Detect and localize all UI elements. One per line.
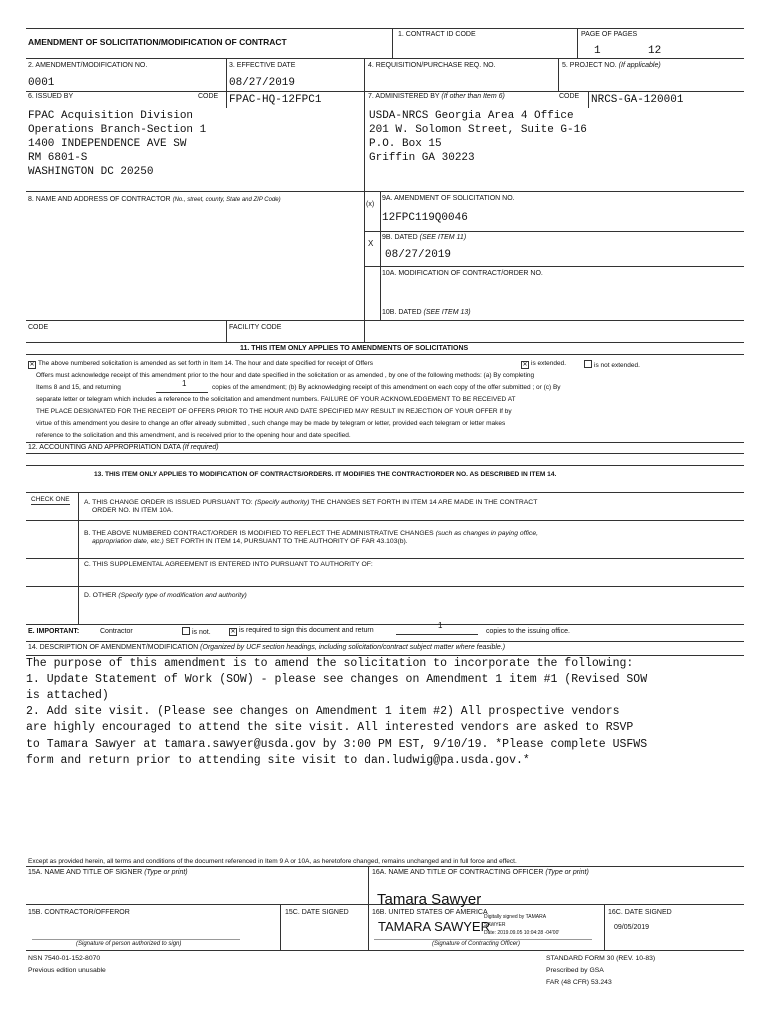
rule: [380, 191, 381, 320]
item-11-line: reference to the solicitation and this amendment, and is received prior to the opening hour and date specified.: [36, 432, 351, 439]
except-text: Except as provided herein, all terms and conditions of the document referenced in Item 9 A or 10A, as heretofore changed, remains unchanged and in full force and effect.: [28, 858, 517, 865]
rule: [226, 91, 227, 108]
rule: [26, 28, 744, 29]
rule: [364, 266, 744, 267]
description-line: is attached): [26, 689, 109, 702]
signature-officer-caption: (Signature of Contracting Officer): [432, 941, 521, 947]
form-title: AMENDMENT OF SOLICITATION/MODIFICATION OF CONTRACT: [28, 37, 287, 47]
rule: [26, 442, 744, 443]
contracting-officer-name: Tamara Sawyer: [377, 891, 482, 908]
is-required-option: ✕ is required to sign this document and return: [230, 627, 374, 635]
issued-code-value: FPAC-HQ-12FPC1: [229, 94, 322, 106]
administered-by-label: 7. ADMINISTERED BY (If other than Item 6): [368, 93, 505, 100]
copies-text: copies to the issuing office.: [486, 628, 570, 635]
item-13c-line: C. THIS SUPPLEMENTAL AGREEMENT IS ENTERED INTO PURSUANT TO AUTHORITY OF:: [84, 561, 373, 568]
rule: [26, 191, 744, 192]
item-11-line: Items 8 and 15, and returning: [36, 384, 121, 391]
amendment-no-value: 0001: [28, 77, 55, 89]
description-line: The purpose of this amendment is to amend the solicitation to incorporate the following:: [26, 657, 634, 670]
rule: [364, 231, 744, 232]
item-11-heading: 11. THIS ITEM ONLY APPLIES TO AMENDMENTS OF SOLICITATIONS: [240, 345, 469, 352]
previous-edition-text: Previous edition unusable: [28, 967, 106, 974]
rule: [26, 641, 744, 642]
digital-signature-line: Digitally signed by TAMARA: [484, 914, 547, 920]
description-line: form and return prior to attending site visit to dan.ludwig@pa.usda.gov.*: [26, 754, 530, 767]
item-11-line: virtue of this amendment you desire to change an offer already submitted , such change may be made by telegram or letter, provided each telegram or letter makes: [36, 420, 506, 427]
item-11-line: separate letter or telegram which includes a reference to the solicitation and amendment numbers. FAILURE OF YOUR ACKNOWLEDGEMENT TO BE RECEIVED AT: [36, 396, 516, 403]
item-9a-value: 12FPC119Q0046: [382, 212, 468, 224]
description-line: 2. Add site visit. (Please see changes on Amendment 1 item #2) All prospective vendors: [26, 705, 620, 718]
item-9a-label: 9A. AMENDMENT OF SOLICITATION NO.: [382, 195, 515, 202]
rule: [26, 492, 744, 493]
facility-code-label: FACILITY CODE: [229, 324, 282, 331]
issued-code-label: CODE: [198, 93, 219, 100]
description-line: 1. Update Statement of Work (SOW) - please see changes on Amendment 1 item #1 (Revised SOW: [26, 673, 648, 686]
copies-underline: [156, 392, 208, 393]
admin-code-value: NRCS-GA-120001: [591, 94, 684, 106]
page-count: 12: [648, 45, 662, 57]
rule: [558, 58, 559, 91]
item-13d-line: D. OTHER (Specify type of modification and authority): [84, 592, 247, 599]
digital-signature-line: SAWYER: [484, 922, 506, 928]
description-line: are highly encouraged to attend the site visit. All interested vendors are asked to RSVP: [26, 721, 634, 734]
rule: [604, 904, 605, 950]
item-9b-value: 08/27/2019: [385, 249, 452, 261]
contract-id-label: 1. CONTRACT ID CODE: [398, 31, 476, 38]
admin-line: 201 W. Solomon Street, Suite G-16: [369, 124, 587, 136]
item-13a-line: ORDER NO. IN ITEM 10A.: [92, 507, 174, 514]
item-10b-label: 10B. DATED (SEE ITEM 13): [382, 309, 471, 316]
issued-line: FPAC Acquisition Division: [28, 110, 194, 122]
prescribed-by-text: Prescribed by GSA: [546, 967, 604, 974]
rule: [577, 28, 578, 58]
item-13a-line: A. THIS CHANGE ORDER IS ISSUED PURSUANT TO: (Specify authority) THE CHANGES SET FORTH IN ITEM 14 ARE MADE IN THE CONTRACT: [84, 499, 538, 506]
copies-underline: [396, 634, 478, 635]
issued-by-label: 6. ISSUED BY: [28, 93, 74, 100]
item-15a-label: 15A. NAME AND TITLE OF SIGNER (Type or print): [28, 869, 188, 876]
project-no-label: 5. PROJECT NO. (If applicable): [562, 62, 661, 69]
check-one-label: CHECK ONE: [31, 496, 70, 503]
description-line: to Tamara Sawyer at tamara.sawyer@usda.gov by 3:00 PM EST, 9/10/19. *Please complete USFWS: [26, 738, 648, 751]
checkbox-unchecked[interactable]: [182, 627, 190, 635]
signature-person-caption: (Signature of person authorized to sign): [76, 941, 182, 947]
rule: [26, 465, 744, 466]
digital-signature-date: Date: 2019.09.05 10:04:28 -04'00': [484, 930, 560, 936]
standard-form-text: STANDARD FORM 30 (REV. 10-83): [546, 955, 656, 962]
contractor-text: Contractor: [100, 628, 133, 635]
rule: [364, 91, 365, 191]
item-11-line: Offers must acknowledge receipt of this amendment prior to the hour and date specified in the solicitation or as amended , by one of the following methods: (a) By completing: [36, 372, 535, 379]
item-13b-line: B. THE ABOVE NUMBERED CONTRACT/ORDER IS MODIFIED TO REFLECT THE ADMINISTRATIVE CHANGES (such as changes in paying office,: [84, 530, 539, 537]
item-15c-label: 15C. DATE SIGNED: [285, 909, 349, 916]
rule: [226, 58, 227, 91]
item-14-label: 14. DESCRIPTION OF AMENDMENT/MODIFICATION (Organized by UCF section headings, including solicitation/contract subject matter where feasible.): [28, 644, 506, 651]
item-13-heading: 13. THIS ITEM ONLY APPLIES TO MODIFICATION OF CONTRACTS/ORDERS. IT MODIFIES THE CONTRACT/ORDER NO. AS DESCRIBED IN ITEM 14.: [94, 471, 557, 478]
date-signed-value: 09/05/2019: [614, 924, 650, 931]
rule: [280, 904, 281, 950]
rule: [364, 58, 365, 91]
rule: [226, 320, 227, 342]
effective-date-label: 3. EFFECTIVE DATE: [229, 62, 296, 69]
item-13b-line: appropriation date, etc.) SET FORTH IN ITEM 14, PURSUANT TO THE AUTHORITY OF FAR 43.103(b).: [92, 538, 408, 545]
effective-date-value: 08/27/2019: [229, 77, 296, 89]
page-label: PAGE OF PAGES: [581, 31, 638, 38]
checkbox-checked[interactable]: ✕: [522, 362, 528, 368]
rule: [26, 950, 744, 951]
copies-value: 1: [182, 379, 187, 388]
rule: [392, 28, 393, 58]
item-12-label: 12. ACCOUNTING AND APPROPRIATION DATA (If required): [28, 444, 219, 451]
is-not-option: is not.: [182, 627, 211, 638]
rule: [26, 624, 744, 625]
rule: [588, 91, 589, 108]
item-11-line: THE PLACE DESIGNATED FOR THE RECEIPT OF OFFERS PRIOR TO THE HOUR AND DATE SPECIFIED MAY RESULT IN REJECTION OF YOUR OFFER If by: [36, 408, 512, 415]
copies-value: 1: [438, 621, 443, 630]
x-mark: X: [368, 239, 374, 248]
item-16c-label: 16C. DATE SIGNED: [608, 909, 672, 916]
amendment-no-label: 2. AMENDMENT/MODIFICATION NO.: [28, 62, 148, 69]
issued-line: WASHINGTON DC 20250: [28, 166, 154, 178]
issued-line: 1400 INDEPENDENCE AVE SW: [28, 138, 187, 150]
item-10a-label: 10A. MODIFICATION OF CONTRACT/ORDER NO.: [382, 270, 543, 277]
rule: [26, 320, 744, 321]
important-label: E. IMPORTANT:: [28, 628, 80, 635]
item-9b-label: 9B. DATED (SEE ITEM 11): [382, 234, 467, 241]
admin-code-label: CODE: [559, 93, 580, 100]
admin-line: P.O. Box 15: [369, 138, 442, 150]
rule: [368, 866, 369, 950]
code-label: CODE: [28, 324, 49, 331]
checkbox-unchecked[interactable]: [584, 360, 592, 368]
rule: [26, 558, 744, 559]
far-text: FAR (48 CFR) 53.243: [546, 979, 612, 986]
requisition-label: 4. REQUISITION/PURCHASE REQ. NO.: [368, 62, 496, 69]
checkbox-checked[interactable]: ✕: [230, 629, 236, 635]
rule: [26, 586, 744, 587]
x-mark-label: (x): [366, 201, 375, 208]
item-11-line: ✕ The above numbered solicitation is amended as set forth in Item 14. The hour and date specified for receipt of Offers: [29, 360, 374, 368]
rule: [26, 342, 744, 343]
signature-name: TAMARA SAWYER: [378, 919, 490, 934]
admin-line: Griffin GA 30223: [369, 152, 475, 164]
rule: [26, 58, 744, 59]
rule: [78, 492, 79, 624]
item-15b-label: 15B. CONTRACTOR/OFFEROR: [28, 909, 130, 916]
page-number: 1: [594, 45, 601, 57]
rule: [26, 453, 744, 454]
admin-line: USDA-NRCS Georgia Area 4 Office: [369, 110, 574, 122]
rule: [26, 354, 744, 355]
rule: [26, 91, 744, 92]
contractor-label: 8. NAME AND ADDRESS OF CONTRACTOR (No., street, county, State and ZIP Code): [28, 196, 281, 203]
rule: [26, 520, 744, 521]
checkbox-checked[interactable]: ✕: [29, 362, 35, 368]
rule: [364, 191, 365, 342]
item-16a-label: 16A. NAME AND TITLE OF CONTRACTING OFFICER (Type or print): [372, 869, 589, 876]
nsn-text: NSN 7540-01-152-8070: [28, 955, 101, 962]
not-extended-option: is not extended.: [584, 360, 640, 371]
item-16b-label: 16B. UNITED STATES OF AMERICA: [372, 909, 488, 916]
issued-line: Operations Branch-Section 1: [28, 124, 207, 136]
item-11-line: copies of the amendment; (b) By acknowledging receipt of this amendment on each copy of the offer submitted ; or (c) By: [212, 384, 561, 391]
issued-line: RM 6801-S: [28, 152, 88, 164]
extended-option: ✕ is extended.: [522, 360, 567, 368]
